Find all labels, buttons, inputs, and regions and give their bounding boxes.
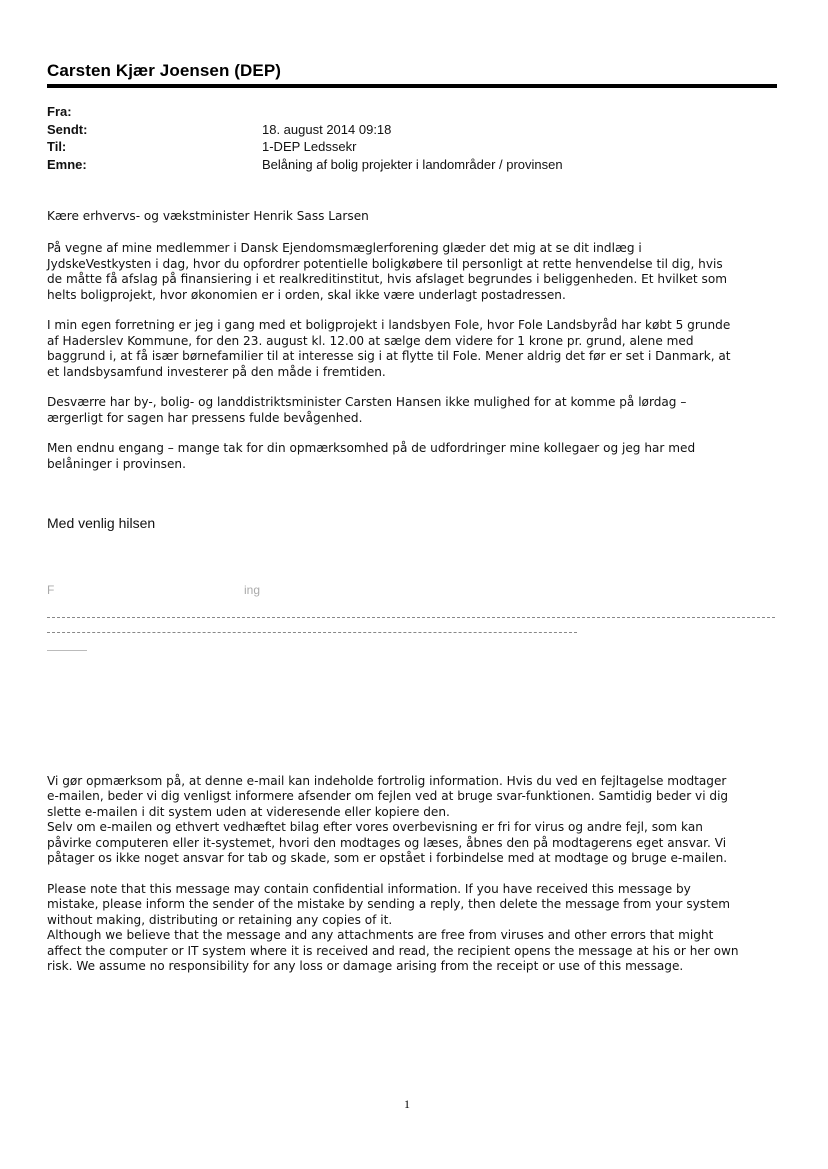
dashed-separator-2 bbox=[47, 632, 577, 633]
meta-row-from bbox=[47, 103, 777, 121]
paragraph-4-text: Men endnu engang – mange tak for din opmærksomhed på de udfordringer mine kollegaer og jeg har med belåninger i provinsen. bbox=[47, 441, 696, 471]
signature-fragment-1: F bbox=[47, 583, 55, 597]
disclaimer-da-2: Selv om e-mailen og ethvert vedhæftet bilag efter vores overbevisning er fri for virus og andre fejl, som kan påvirke computeren eller it-systemet, hvori den modtages og læses, åbnes den på modtagerens eget ansvar. Vi påtager os ikke noget ansvar for tab og skade, som er opstået i forbindelse med at modtage og bruge e-mailen. bbox=[47, 820, 728, 866]
disclaimer-danish bbox=[47, 774, 777, 866]
paragraph-2 bbox=[47, 318, 777, 380]
header-divider bbox=[47, 84, 777, 88]
email-meta bbox=[47, 103, 777, 173]
sent-value: 18. august 2014 09:18 bbox=[262, 121, 392, 137]
to-label: Til: bbox=[47, 139, 67, 154]
disclaimer-en-1: Please note that this message may contain confidential information. If you have received this message by mistake, please inform the sender of the mistake by sending a reply, then delete the message from your system without making, distributing or retaining any copies of it. bbox=[47, 882, 731, 927]
paragraph-1 bbox=[47, 241, 777, 303]
greeting bbox=[47, 209, 777, 225]
disclaimer-en-2: Although we believe that the message and any attachments are free from viruses and other errors that might affect the computer or IT system where it is received and read, the recipient opens the message at his or her own risk. We assume no responsibility for any loss or damage arising from the receipt or use of this message. bbox=[47, 928, 739, 974]
signature-fragment-2: ing bbox=[244, 583, 261, 597]
paragraph-3-text: Desværre har by-, bolig- og landdistriktsminister Carsten Hansen ikke mulighed for at komme på lørdag – ærgerligt for sagen har pressens fulde bevågenhed. bbox=[47, 395, 687, 425]
sent-label: Sendt: bbox=[47, 121, 88, 137]
from-label: Fra: bbox=[47, 104, 72, 119]
page-number: 1 bbox=[404, 1097, 410, 1111]
greeting-text: Kære erhvervs- og vækstminister Henrik Sass Larsen bbox=[47, 209, 369, 223]
sender-name-header: Carsten Kjær Joensen (DEP) bbox=[47, 61, 282, 80]
meta-row-to bbox=[47, 138, 777, 156]
meta-row-sent bbox=[47, 121, 777, 139]
closing-greeting: Med venlig hilsen bbox=[47, 515, 156, 531]
paragraph-4 bbox=[47, 441, 777, 472]
to-value: 1-DEP Ledssekr bbox=[262, 139, 357, 154]
short-rule bbox=[47, 650, 87, 651]
subject-value: Belåning af bolig projekter i landområder / provinsen bbox=[262, 156, 563, 172]
disclaimer-da-1: Vi gør opmærksom på, at denne e-mail kan indeholde fortrolig information. Hvis du ved en fejltagelse modtager e-mailen, beder vi dig venligst informere afsender om fejlen ved at bruge svar-funktionen. Samtidig beder vi dig slette e-mailen i dit system uden at videresende eller kopiere den. bbox=[47, 774, 729, 819]
paragraph-2-text: I min egen forretning er jeg i gang med et boligprojekt i landsbyen Fole, hvor Fole Landsbyråd har købt 5 grunde af Haderslev Kommune, for den 23. august kl. 12.00 at sælge dem videre for 1 krone pr. grund, alene med baggrund i, at få især børnefamilier til at interesse sig i at flytte til Fole. Mener aldrig det før er set i Danmark, at et landsbysamfund investerer på den måde i fremtiden. bbox=[47, 318, 731, 379]
meta-row-subject bbox=[47, 156, 777, 174]
dashed-separator-1 bbox=[47, 617, 775, 618]
disclaimer-english bbox=[47, 882, 777, 974]
paragraph-3 bbox=[47, 395, 777, 426]
subject-label: Emne: bbox=[47, 156, 87, 172]
paragraph-1-text: På vegne af mine medlemmer i Dansk Ejendomsmæglerforening glæder det mig at se dit indlæg i JydskeVestkysten i dag, hvor du opfordrer potentielle boligkøbere til personligt at rette henvendelse til dig, hvis de måtte få afslag på finansiering i et realkreditinstitut, hvis afslaget begrundes i beliggenheden. Et hvilket som helts boligprojekt, hvor økonomien er i orden, skal ikke være underlagt postadressen. bbox=[47, 241, 728, 302]
